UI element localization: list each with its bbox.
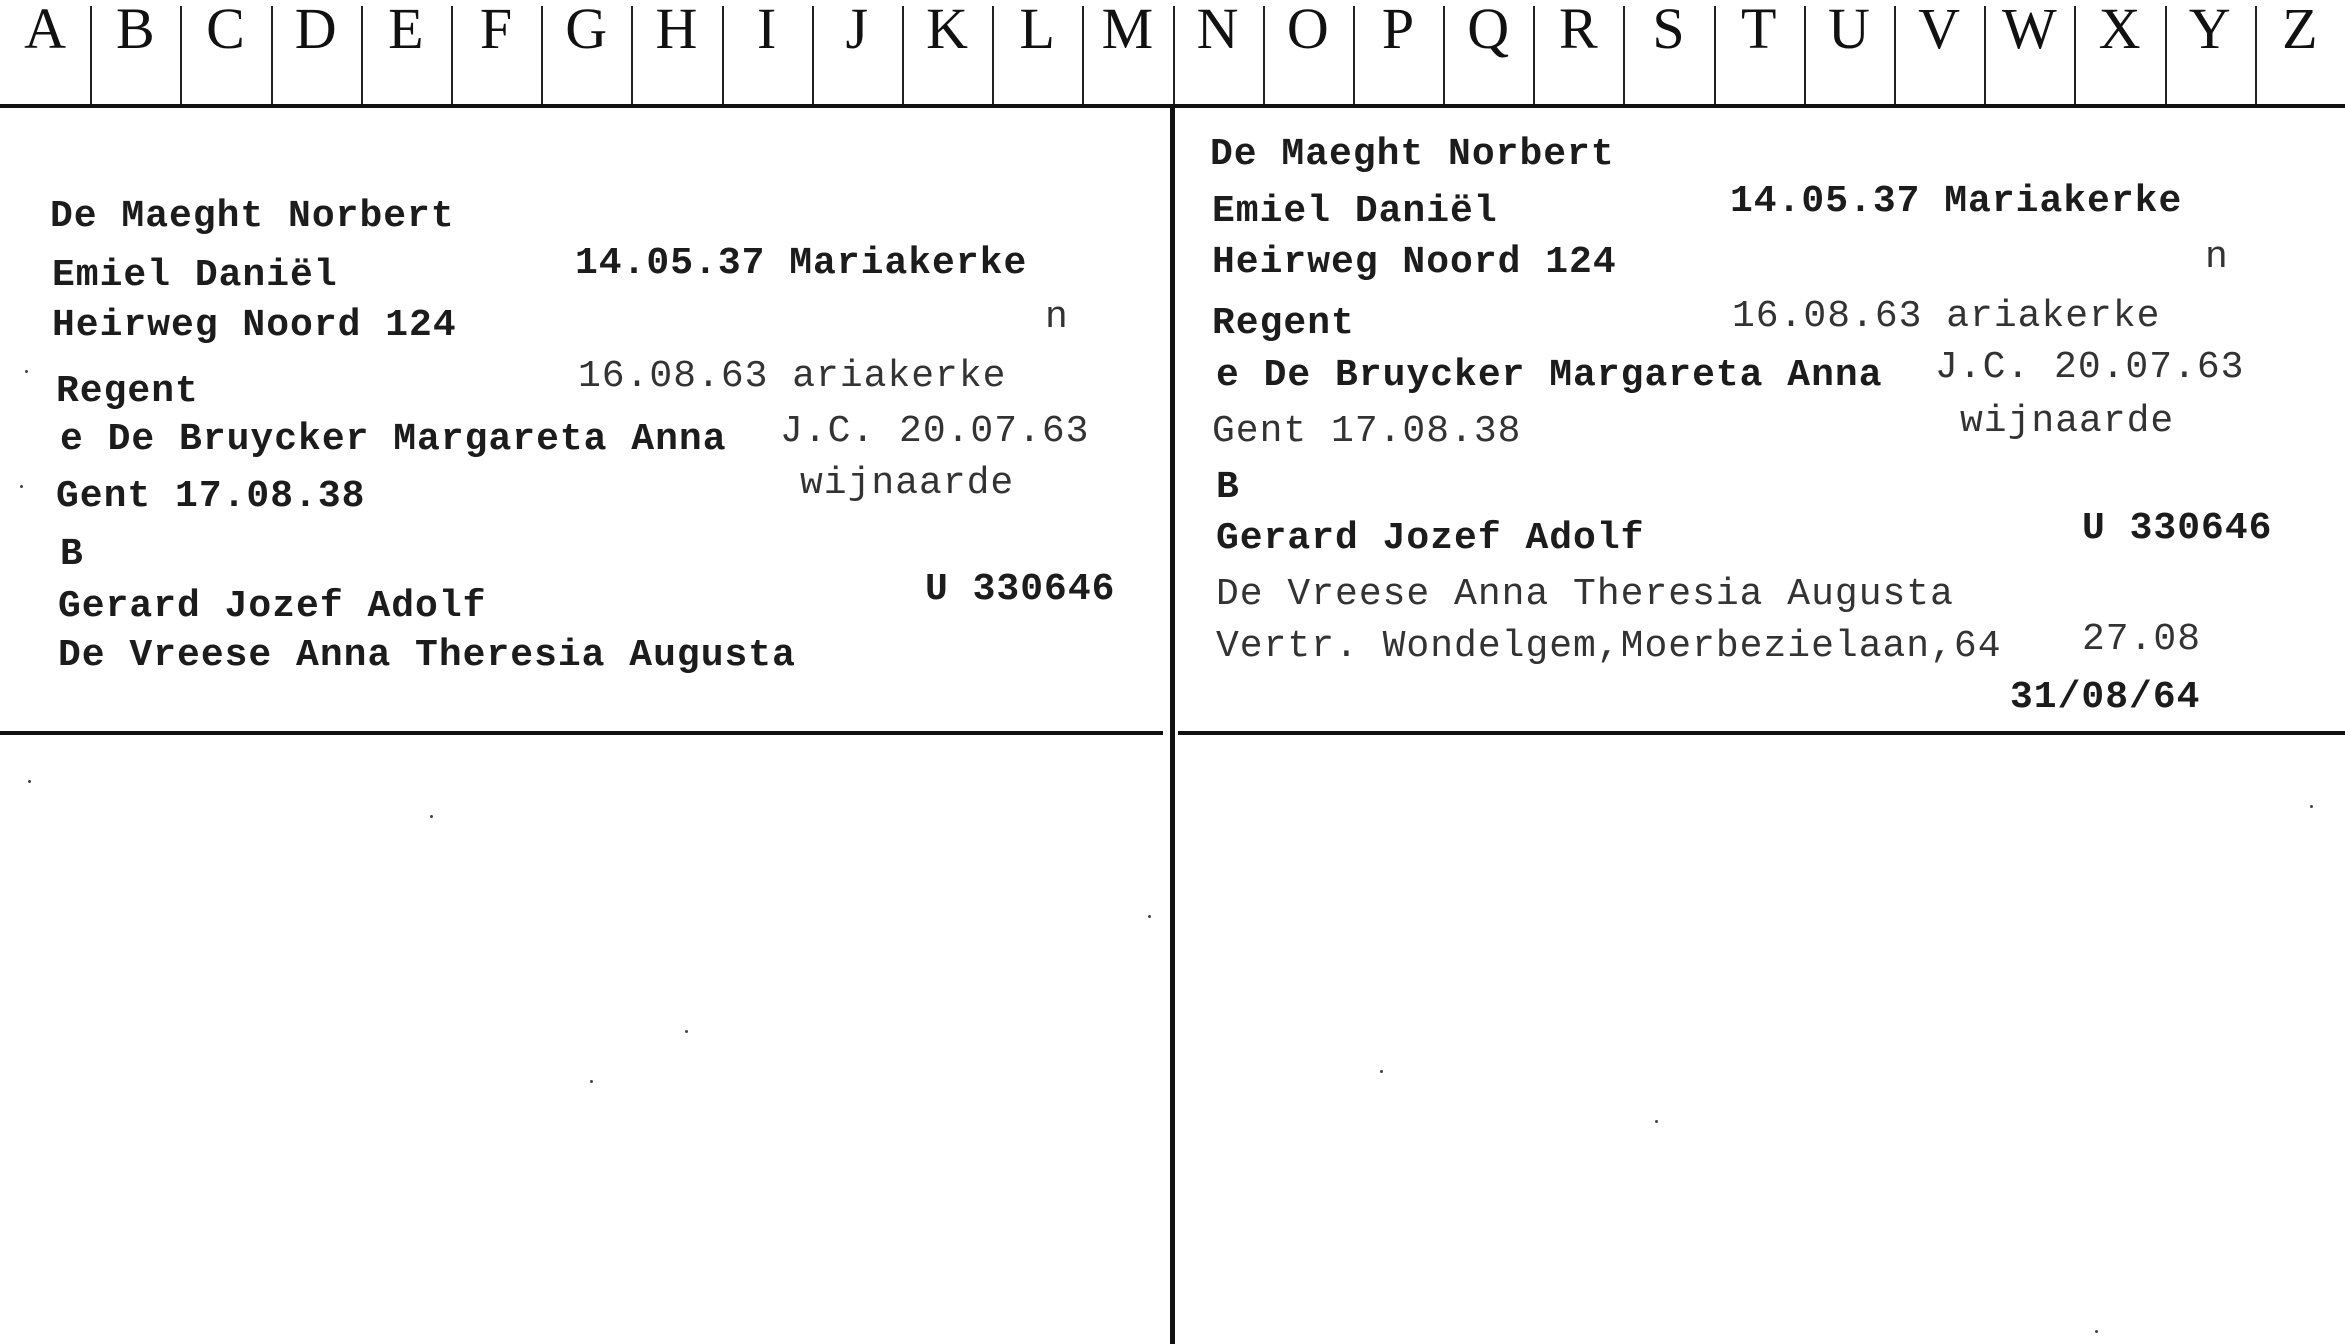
right-place-note: wijnaarde [1960,400,2175,443]
right-category: B [1216,466,1240,509]
right-departure-date: 27.08 [2082,618,2202,661]
card-divider-vertical [1170,108,1175,1344]
card-divider-right-bottom [1178,731,2345,735]
index-letter: S [1652,0,1685,61]
right-given-names: Emiel Daniël [1212,190,1498,233]
index-letter: U [1827,0,1870,61]
index-letter: N [1196,0,1239,61]
right-spouse-note: J.C. 20.07.63 [1935,346,2245,389]
index-letter: H [655,0,698,61]
left-given-names: Emiel Daniël [52,254,338,297]
index-tab-l [992,0,1082,106]
left-category: B [60,533,84,576]
index-letter: Z [2282,0,2318,61]
left-address-note: n [1045,296,1069,339]
left-mother: De Vreese Anna Theresia Augusta [58,634,796,677]
index-letter: T [1741,0,1777,61]
scan-speck [1380,1070,1383,1073]
right-address: Heirweg Noord 124 [1212,241,1617,284]
index-tab-g [541,0,631,106]
index-separator [812,6,814,104]
index-separator [271,6,273,104]
index-separator [902,6,904,104]
index-letter: C [206,0,245,61]
index-tab-n [1173,0,1263,106]
index-tab-b [90,0,180,106]
index-letter: A [24,0,67,61]
index-separator [1533,6,1535,104]
scan-speck [685,1030,688,1033]
index-letter: D [294,0,337,61]
index-tab-s [1623,0,1713,106]
index-separator [1804,6,1806,104]
scan-speck [430,815,433,818]
index-separator [180,6,182,104]
index-separator [2255,6,2257,104]
index-separator [361,6,363,104]
index-tab-y [2165,0,2255,106]
index-tab-r [1533,0,1623,106]
index-tab-o [1263,0,1353,106]
right-departure: Vertr. Wondelgem,Moerbezielaan,64 [1216,625,2002,668]
left-surname-line: De Maeght Norbert [50,195,455,238]
index-letter: R [1559,0,1598,61]
right-father: Gerard Jozef Adolf [1216,517,1645,560]
index-letter: Y [2188,0,2231,61]
right-stamp-date: 31/08/64 [2010,676,2201,719]
index-tab-u [1804,0,1894,106]
scan-speck [25,370,28,373]
index-letter: B [115,0,155,61]
card-divider-left-bottom [0,731,1163,735]
index-letter: V [1918,0,1961,61]
left-file-number: U 330646 [925,568,1116,611]
scan-speck [1655,1120,1658,1123]
right-file-number: U 330646 [2082,507,2273,550]
index-letter: P [1381,0,1415,61]
index-tab-t [1714,0,1804,106]
left-place-note: wijnaarde [800,462,1015,505]
left-occupation-date: 16.08.63 ariakerke [578,355,1007,398]
index-letter: L [1019,0,1055,61]
index-tab-a [0,0,90,106]
scan-speck [28,780,31,783]
right-mother: De Vreese Anna Theresia Augusta [1216,573,1954,616]
right-surname-line: De Maeght Norbert [1210,133,1615,176]
index-letter: M [1101,0,1154,61]
index-letter: Q [1467,0,1510,61]
right-occupation-date: 16.08.63 ariakerke [1732,295,2161,338]
index-letter: K [926,0,968,61]
index-letter: W [2001,0,2057,61]
scan-speck [2310,805,2313,808]
index-letter: J [845,0,869,61]
index-separator [541,6,543,104]
index-letter: O [1286,0,1329,61]
index-tab-i [722,0,812,106]
index-separator [2165,6,2167,104]
index-separator [1984,6,1986,104]
index-tab-j [812,0,902,106]
index-tab-f [451,0,541,106]
index-tab-x [2074,0,2164,106]
index-letter: E [388,0,424,61]
index-separator [1623,6,1625,104]
index-tab-m [1082,0,1172,106]
left-spouse: e De Bruycker Margareta Anna [60,418,727,461]
index-tab-w [1984,0,2074,106]
index-tab-d [271,0,361,106]
index-separator [1353,6,1355,104]
index-separator [1714,6,1716,104]
index-separator [1082,6,1084,104]
right-address-note: n [2205,236,2229,279]
index-separator [1173,6,1175,104]
index-tab-v [1894,0,1984,106]
left-father: Gerard Jozef Adolf [58,585,487,628]
index-separator [1894,6,1896,104]
index-separator [631,6,633,104]
index-separator [1443,6,1445,104]
index-separator [451,6,453,104]
index-tab-p [1353,0,1443,106]
left-spouse-birth: Gent 17.08.38 [56,475,366,518]
index-letter: F [479,0,513,61]
scan-speck [2095,1330,2098,1333]
left-birth: 14.05.37 Mariakerke [575,242,1028,285]
right-spouse: e De Bruycker Margareta Anna [1216,354,1883,397]
index-tab-e [361,0,451,106]
index-letter: X [2098,0,2141,61]
index-separator [722,6,724,104]
left-occupation: Regent [56,370,199,413]
left-spouse-note: J.C. 20.07.63 [780,410,1090,453]
right-occupation: Regent [1212,302,1355,345]
alphabet-index-bar [0,0,2345,106]
right-spouse-birth: Gent 17.08.38 [1212,410,1522,453]
index-tab-k [902,0,992,106]
scan-speck [1148,915,1151,918]
index-separator [2074,6,2076,104]
index-tab-q [1443,0,1533,106]
index-tab-h [631,0,721,106]
right-birth: 14.05.37 Mariakerke [1730,180,2183,223]
scan-speck [20,485,23,488]
index-letter: I [756,0,777,61]
index-separator [992,6,994,104]
left-address: Heirweg Noord 124 [52,304,457,347]
index-separator [1263,6,1265,104]
index-letter: G [565,0,608,61]
index-separator [90,6,92,104]
index-tab-c [180,0,270,106]
index-tab-z [2255,0,2345,106]
scan-speck [590,1080,593,1083]
